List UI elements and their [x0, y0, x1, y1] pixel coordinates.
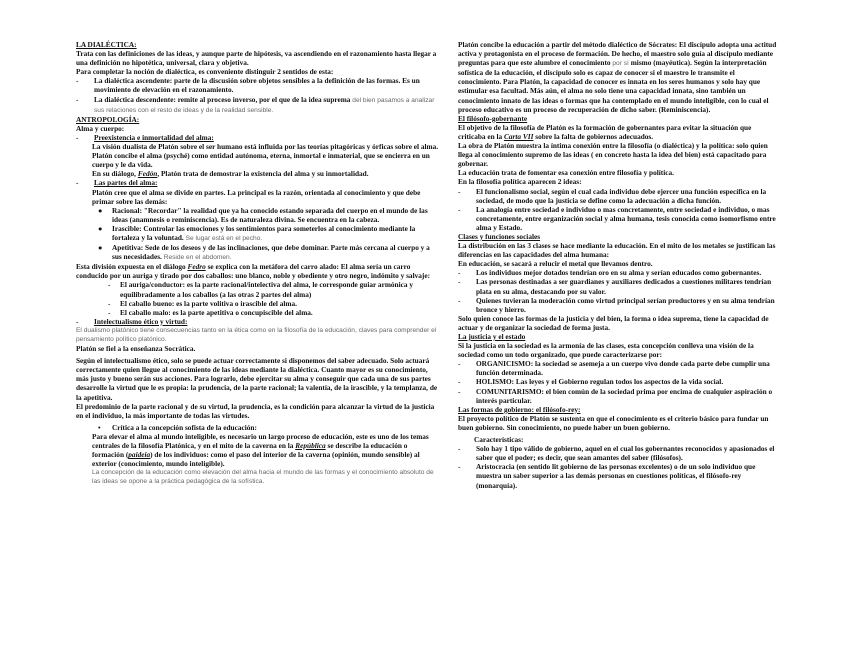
list-item: - Aristocracia (en sentido lit gobierno de las personas excelentes) o de un solo individuo que muestra un saber superior a las demás personas en cuestiones políticas, el filósofo-rey (monarquía).	[458, 462, 756, 490]
paragraph: El proyecto político de Platón se sustenta en que el conocimiento es el criterio básico para fundar un buen gobierno. Sin conocimiento, no puede haber un buen gobierno.	[458, 413, 769, 432]
paragraph: Si la justicia en la sociedad es la armonía de las clases, esta concepción conlleva una visión de la sociedad como un todo organizado, que puede caracterizarse por:	[458, 341, 754, 360]
paragraph: Características:	[474, 435, 524, 445]
heading-dialectica: LA DIALÉCTICA:	[76, 40, 137, 49]
list-item: - ORGANICISMO: la sociedad se asemeja a un cuerpo vivo donde cada parte debe cumplir una función determinada.	[458, 359, 770, 378]
list-item: ● Racional: "Recordar" la realidad que ya ha conocido estando separada del cuerpo en el mundo de las ideas (anamnesis o reminiscencia). Es de naturaleza divina. Se encuentra en la cabeza.	[98, 205, 428, 224]
gray-note: El dualismo platónico tiene consecuencias tanto en la ética como en la filosofía de la educación, claves para comprender el pensamiento político platónico.	[76, 326, 437, 343]
paragraph: Trata con las definiciones de las ideas, y aunque parte de hipótesis, va ascendiendo en el razonamiento hasta llegar a una definición no hipotética, universal, clara y objetiva.	[76, 49, 437, 68]
paragraph: En la filosofía política aparecen 2 ideas:	[458, 177, 582, 187]
paragraph: La distribución en las 3 clases se hace mediante la educación. En el mito de los metales se justifican las diferencias en las capacidades del alma humana:	[458, 241, 776, 260]
list-item: - Las partes del alma:	[76, 178, 158, 188]
paragraph: Solo quien conoce las formas de la justicia y del bien, la forma o idea suprema, tiene la capacidad de actuar y de organizar la sociedad de forma justa.	[458, 313, 769, 332]
paragraph: Esta división expuesta en el diálogo Fedro se explica con la metáfora del carro alado: El alma sería un carro conducido por un auriga y tirado por dos caballos: uno blanco, noble y obediente y otro negro, indómito y salvaje:	[76, 262, 431, 281]
paragraph: Platón se fiel a la enseñanza Socrática.	[76, 344, 196, 354]
paragraph: Platón concibe el alma (psyché) como entidad autónoma, eterna, inmortal e inmaterial, que se encierra en un cuerpo y le da vida.	[92, 151, 430, 170]
paragraph: En educación, se sacará a relucir el metal que llevamos dentro.	[458, 259, 653, 269]
list-item: - HOLISMO: Las leyes y el Gobierno regulan todos los aspectos de la vida social.	[458, 377, 724, 387]
list-item: - COMUNITARISMO: el bien común de la sociedad prima por encima de cualquier aspiración o interés particular.	[458, 386, 773, 405]
list-item: - Intelectualismo ético y virtud:	[76, 316, 188, 326]
list-item: - Las personas destinadas a ser guardianes y auxiliares dedicados a cuestiones militares tendrían plata en su alma, destacando por su valor.	[458, 277, 772, 296]
list-item: - El funcionalismo social, según el cual cada individuo debe ejercer una función específica en la sociedad, de modo que la justicia se define como la adecuación a dicha función.	[458, 186, 767, 205]
heading-filosofo-gobernante: El filósofo-gobernante	[458, 113, 528, 123]
right-column	[458, 40, 778, 490]
paragraph: El predominio de la parte racional y de su virtud, la prudencia, es la condición para alcanzar la virtud de la justicia en el individuo, la más importante de todas las virtudes.	[76, 401, 435, 420]
heading-formas-gobierno: Las formas de gobierno: el filósofo-rey:	[458, 404, 581, 414]
heading-clases: Clases y funciones sociales	[458, 231, 541, 241]
heading-antropologia: ANTROPOLOGÍA:	[76, 114, 140, 124]
paragraph: Según el intelectualismo ético, solo se puede actuar correctamente si disponemos del saber adecuado. Solo actuará correctamente quien llegue al conocimiento de las ideas mediante la dialéctica. Cuanto mayor es su conocimiento, más justo y bueno serán sus acciones. Para lograrlo, debe ejercitar su alma y conseguir que cada una de sus partes desarrolle la virtud que le es propia: la prudencia, de la parte racional; la valentía, de la irascible, y la templanza, de la apetitiva.	[76, 356, 438, 402]
paragraph: La visión dualista de Platón sobre el ser humano está influida por las teorías pitagóricas y órficas sobre el alma.	[92, 142, 439, 152]
list-item: - La dialéctica ascendente: parte de la discusión sobre objetos sensibles a la definición de las formas. Es un movimiento de elevación en el razonamiento.	[76, 76, 420, 95]
list-item: - El caballo malo: es la parte apetitiva o concupiscible del alma.	[108, 307, 313, 317]
list-item: ● Irascible: Controlar las emociones y los sentimientos para someterlos al conocimiento mediante la fortaleza y la voluntad. Se lugar está en el pecho.	[98, 223, 416, 242]
paragraph: Platón concibe la educación a partir del método dialéctico de Sócrates: El discípulo adopta una actitud activa y protagonista en el proceso de formación. De hecho, el maestro solo guía al discípulo mediante preguntas para que este alumbre el conocimiento por sí mismo (mayéutica). Según la interpretación sofística de la educación, el discípulo solo es capaz de conocer si el maestro le transmite el conocimiento. Para Platón, la capacidad de conocer es innata en los seres humanos y solo hay que estimular esa facultad. Más aún, el alma no solo tiene una capacidad innata, sino también un conocimiento innato de las ideas o formas que ha contemplado en el mundo inteligible, con lo cual el proceso educativo es un proceso de recuperación de dicho saber. (Reminiscencia).	[458, 40, 777, 114]
list-item: - Quienes tuvieran la moderación como virtud principal serían productores y en su alma tendrían bronce y hierro.	[458, 295, 775, 314]
paragraph: Platón cree que el alma se divide en partes. La principal es la razón, orientada al conocimiento y que debe primar sobre las demás:	[92, 187, 421, 206]
list-item: - Solo hay 1 tipo válido de gobierno, aquel en el cual los gobernantes reconocidos y apasionados el saber que el poder; es decir, que sean amantes del saber (filósofos).	[458, 444, 775, 463]
paragraph: Para elevar el alma al mundo inteligible, es necesario un largo proceso de educación, este es uno de los temas centrales de la filosofía Platónica, y en el mito de la caverna en la República se describe la educación o formación (paideia) de los individuos: como el paso del interior de la caverna (opinión, mundo sensible) al exterior (conocimiento, mundo inteligible).	[92, 431, 429, 469]
heading-justicia: La justicia y el estado	[458, 332, 526, 341]
list-item: - El caballo bueno: es la parte volitiva o irascible del alma.	[108, 298, 297, 308]
list-item: ● Apetitiva: Sede de los deseos y de las inclinaciones, que debe dominar. Parte más cercana al cuerpo y a sus necesidades. Reside en el abdomen.	[98, 243, 430, 262]
paragraph: Alma y cuerpo:	[76, 123, 125, 133]
left-column	[76, 40, 440, 487]
paragraph: En su diálogo, Fedón, Platón trata de demostrar la existencia del alma y su inmortalidad.	[92, 169, 369, 179]
paragraph: El objetivo de la filosofía de Platón es la formación de gobernantes para evitar la situación que criticaba en la Carta VII sobre la falta de gobiernos adecuados.	[458, 122, 752, 141]
paragraph: La obra de Platón muestra la íntima conexión entre la filosofía (o dialéctica) y la política: solo quien llega al conocimiento supremo de las ideas ( en concreto hasta la idea del bien) está capacitado para gobernar.	[458, 141, 768, 169]
list-item: - Los individuos mejor dotados tendrían oro en su alma y serían educados como gobernantes.	[458, 268, 762, 278]
list-item: - La dialéctica descendente: remite al proceso inverso, por el que de la idea suprema del bien pasamos a analizar sus relaciones con el resto de ideas y de la realidad sensible.	[76, 94, 435, 114]
paragraph: La educación trata de fomentar esa conexión entre filosofía y política.	[458, 168, 674, 178]
list-item: - Preexistencia e inmortalidad del alma:	[76, 132, 214, 142]
paragraph: Para completar la noción de dialéctica, es conveniente distinguir 2 sentidos de esta:	[76, 67, 334, 77]
list-item: • Crítica a la concepción sofista de la educación:	[98, 422, 257, 432]
gray-note: La concepción de la educación como elevación del alma hacia el mundo de las formas y el conocimiento absoluto de las ideas se opone a la práctica pedagógica de la sofística.	[92, 469, 434, 486]
list-item: - El auriga/conductor: es la parte racional/intelectiva del alma, le corresponde guiar armónica y equilibradamente a los caballos (a las otras 2 partes del alma)	[108, 280, 413, 299]
list-item: - La analogía entre sociedad e individuo o mas concretamente, entre sociedad e individuo, o mas concretamente, entre organización social y alma humana, tesis conocida como isomorfismo entre alma y Estado.	[458, 204, 776, 232]
